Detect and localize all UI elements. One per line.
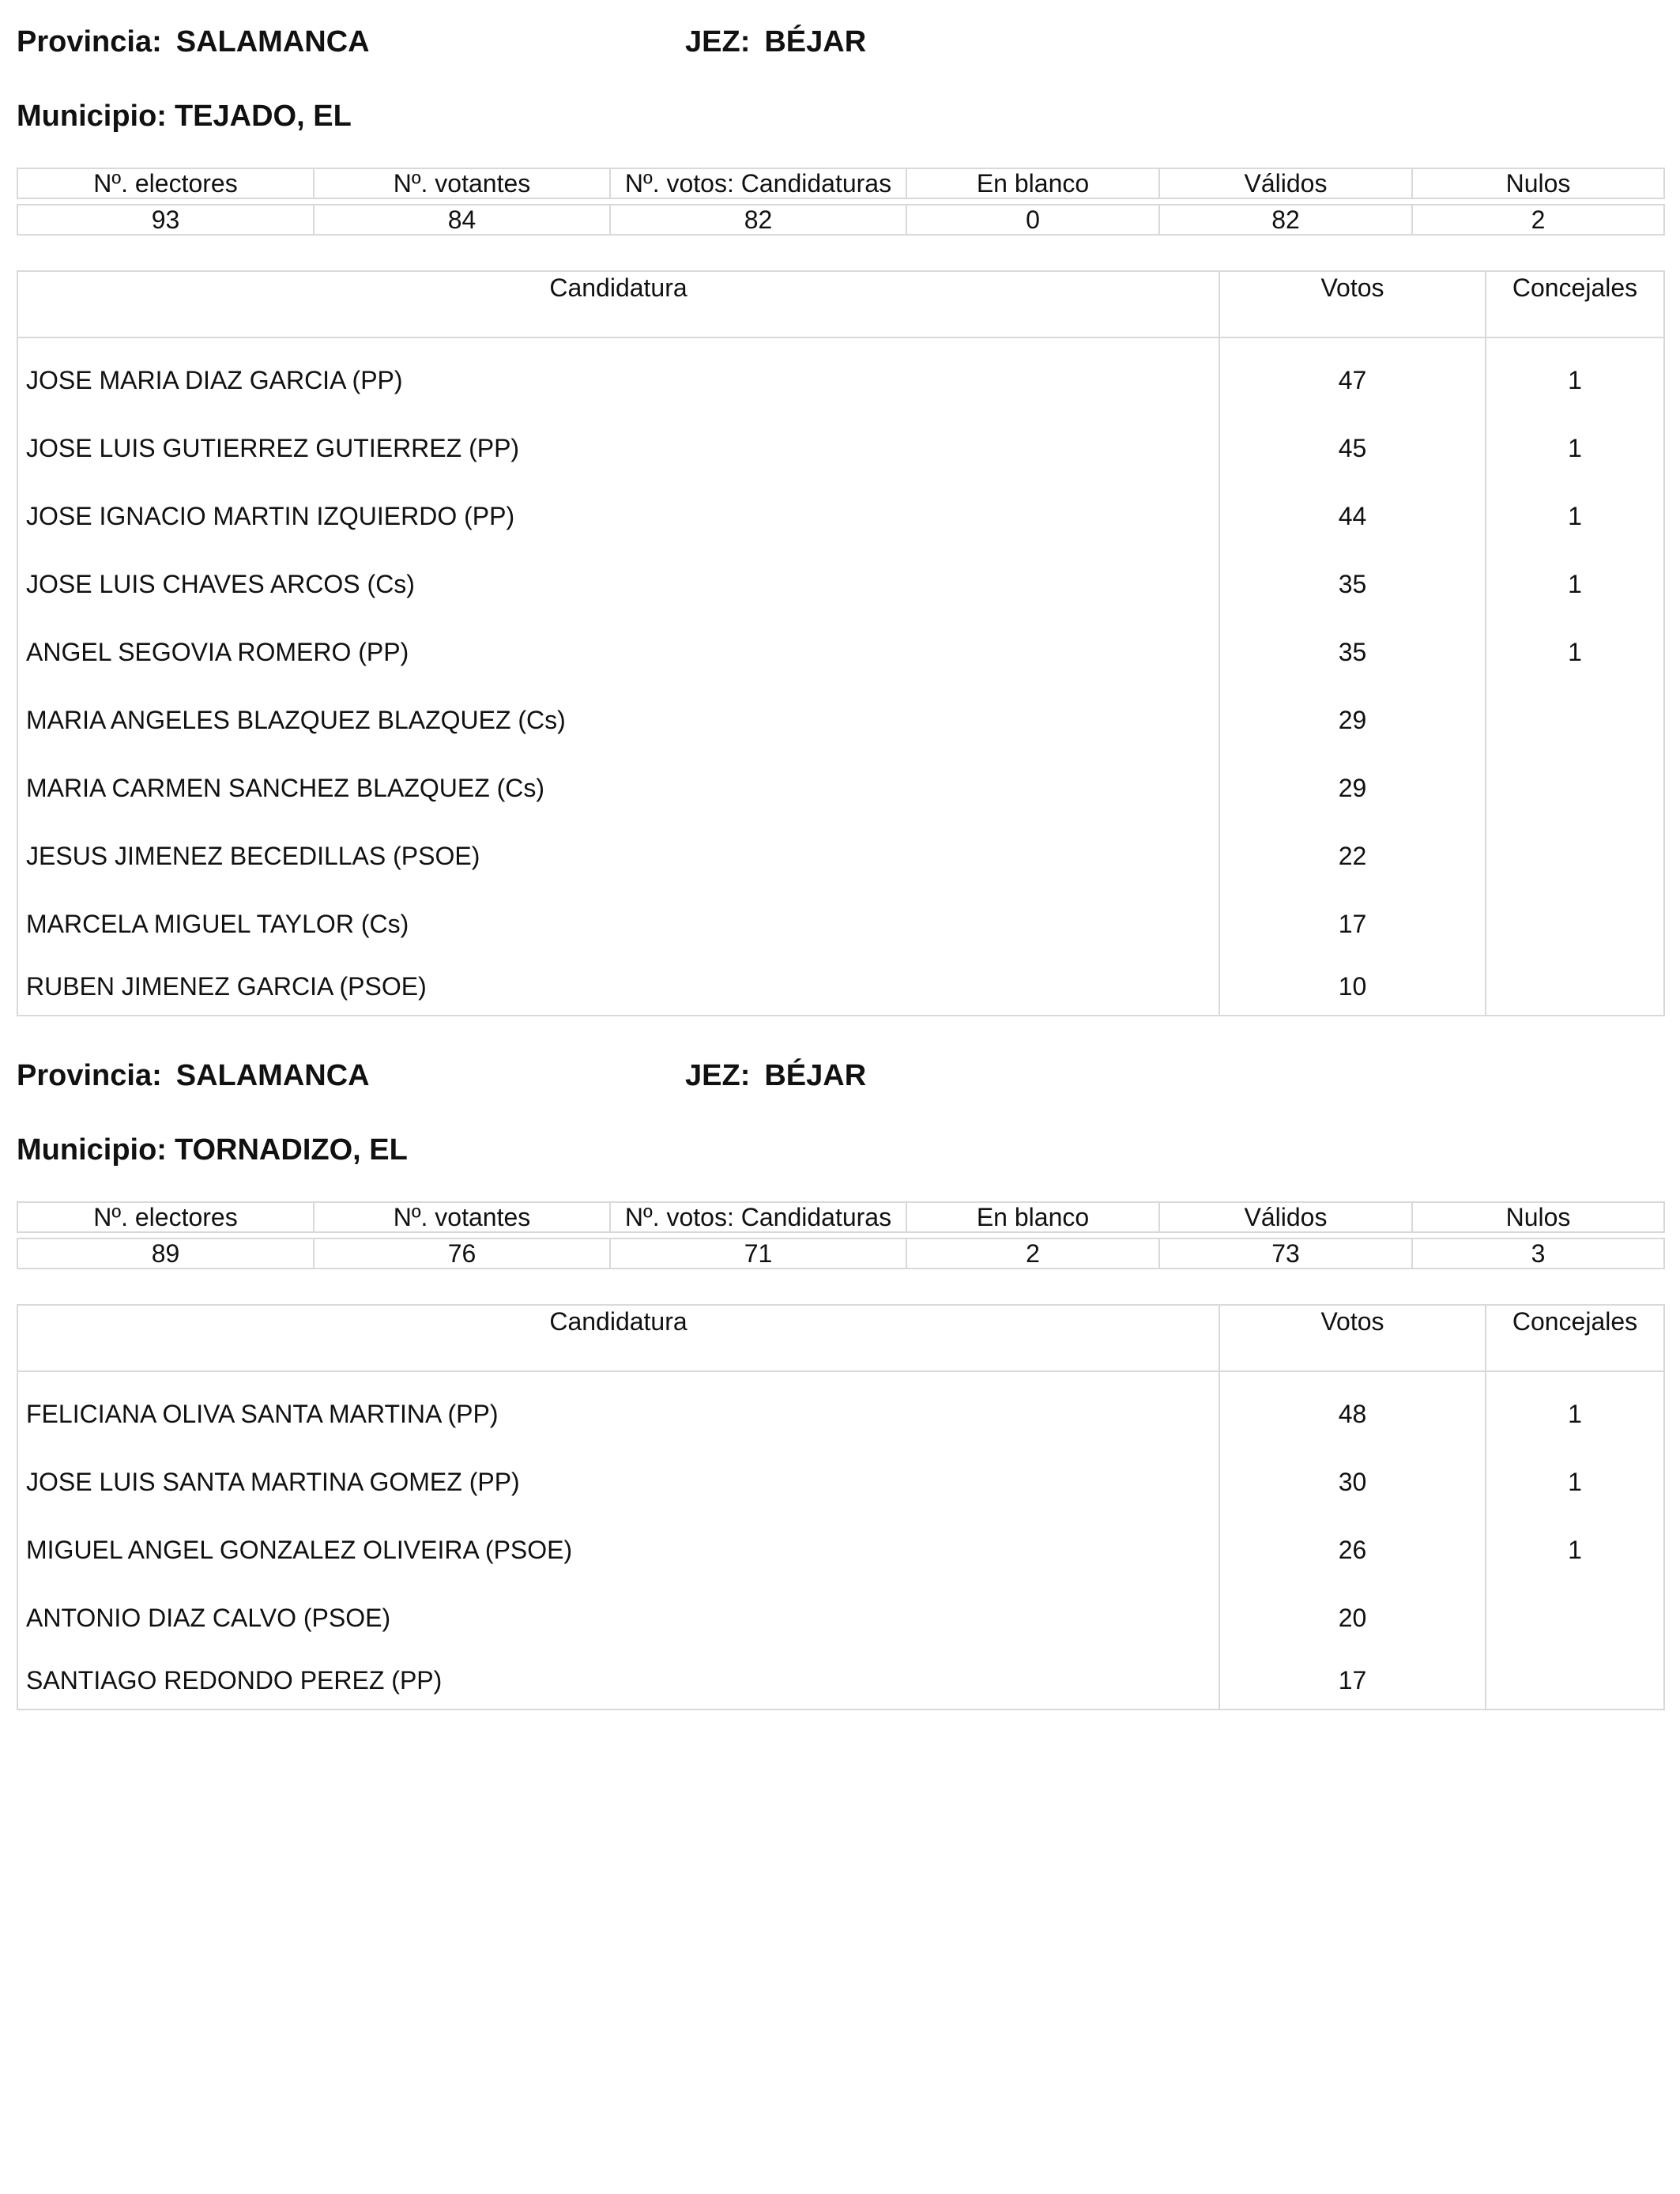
- stats-value-cell: 2: [1412, 205, 1664, 235]
- candidate-concejales: [1486, 1652, 1664, 1710]
- candidate-concejales: 1: [1486, 1516, 1664, 1584]
- candidate-row: [17, 618, 1664, 686]
- stats-value-cell: 89: [17, 1238, 314, 1269]
- stats-table: [17, 1201, 1665, 1269]
- header-votos: Votos: [1219, 1305, 1486, 1371]
- stats-value-row: [17, 1238, 1664, 1269]
- stats-value-cell: 82: [1159, 205, 1412, 235]
- stats-header-cell: Válidos: [1159, 1202, 1412, 1232]
- stats-header-cell: Nº. votantes: [314, 168, 610, 198]
- candidate-row: [17, 1584, 1664, 1652]
- candidate-concejales: 1: [1486, 618, 1664, 686]
- stats-header-cell: En blanco: [906, 1202, 1159, 1232]
- stats-value-cell: 82: [610, 205, 906, 235]
- candidate-votos: 44: [1219, 482, 1486, 550]
- candidate-concejales: [1486, 890, 1664, 958]
- candidate-row: [17, 1652, 1664, 1710]
- provincia-value: SALAMANCA: [175, 25, 370, 58]
- stats-value-cell: 76: [314, 1238, 610, 1269]
- stats-header-cell: Nº. votos: Candidaturas: [610, 168, 906, 198]
- candidate-votos: 29: [1219, 754, 1486, 822]
- provincia-line: [17, 24, 370, 60]
- candidates-table: [17, 270, 1665, 1016]
- stats-value-cell: 71: [610, 1238, 906, 1269]
- candidate-concejales: [1486, 686, 1664, 754]
- stats-value-cell: 3: [1412, 1238, 1664, 1269]
- header-votos: Votos: [1219, 271, 1486, 337]
- candidate-concejales: 1: [1486, 1448, 1664, 1516]
- stats-header-row: [17, 168, 1664, 198]
- jez-label: JEZ:: [685, 25, 751, 58]
- candidate-concejales: 1: [1486, 1371, 1664, 1448]
- candidate-concejales: 1: [1486, 337, 1664, 414]
- stats-header-cell: Nº. votos: Candidaturas: [610, 1202, 906, 1232]
- stats-header-cell: Válidos: [1159, 168, 1412, 198]
- header-concejales: Concejales: [1486, 1305, 1664, 1371]
- municipio-value: TEJADO, EL: [174, 100, 352, 133]
- election-block: [17, 0, 1663, 1024]
- candidate-name: ANTONIO DIAZ CALVO (PSOE): [17, 1584, 1219, 1652]
- candidate-name: FELICIANA OLIVA SANTA MARTINA (PP): [17, 1371, 1219, 1448]
- candidate-votos: 26: [1219, 1516, 1486, 1584]
- candidates-table: [17, 1304, 1665, 1710]
- stats-header-cell: Nulos: [1412, 168, 1664, 198]
- candidate-row: [17, 482, 1664, 550]
- candidate-row: [17, 1371, 1664, 1448]
- candidate-row: [17, 1516, 1664, 1584]
- candidate-row: [17, 1448, 1664, 1516]
- candidate-row: [17, 550, 1664, 618]
- candidate-votos: 30: [1219, 1448, 1486, 1516]
- stats-value-cell: 93: [17, 205, 314, 235]
- candidate-concejales: 1: [1486, 550, 1664, 618]
- candidate-row: [17, 414, 1664, 482]
- stats-header-row: [17, 1202, 1664, 1232]
- candidates-header-row: [17, 271, 1664, 337]
- stats-value-row: [17, 205, 1664, 235]
- candidate-row: [17, 337, 1664, 414]
- candidate-concejales: 1: [1486, 414, 1664, 482]
- header-candidatura: Candidatura: [17, 271, 1219, 337]
- candidate-name: JOSE LUIS CHAVES ARCOS (Cs): [17, 550, 1219, 618]
- candidate-name: MARIA ANGELES BLAZQUEZ BLAZQUEZ (Cs): [17, 686, 1219, 754]
- jez-line: [685, 1057, 866, 1094]
- candidate-votos: 22: [1219, 822, 1486, 890]
- stats-table: [17, 168, 1665, 236]
- candidate-name: MIGUEL ANGEL GONZALEZ OLIVEIRA (PSOE): [17, 1516, 1219, 1584]
- stats-value-cell: 2: [906, 1238, 1159, 1269]
- candidate-row: [17, 822, 1664, 890]
- candidate-votos: 17: [1219, 1652, 1486, 1710]
- municipio-value: TORNADIZO, EL: [174, 1133, 408, 1167]
- candidates-header-row: [17, 1305, 1664, 1371]
- stats-value-cell: 0: [906, 205, 1159, 235]
- election-block: [17, 1034, 1663, 1718]
- stats-value-cell: 73: [1159, 1238, 1412, 1269]
- stats-header-cell: Nº. electores: [17, 168, 314, 198]
- jez-label: JEZ:: [685, 1059, 751, 1092]
- candidate-name: SANTIAGO REDONDO PEREZ (PP): [17, 1652, 1219, 1710]
- candidate-concejales: 1: [1486, 482, 1664, 550]
- stats-value-cell: 84: [314, 205, 610, 235]
- candidate-row: [17, 890, 1664, 958]
- candidate-votos: 35: [1219, 550, 1486, 618]
- candidate-votos: 17: [1219, 890, 1486, 958]
- municipio-label: Municipio:: [17, 1133, 167, 1167]
- candidate-votos: 48: [1219, 1371, 1486, 1448]
- candidate-concejales: [1486, 1584, 1664, 1652]
- candidate-row: [17, 958, 1664, 1016]
- candidate-votos: 35: [1219, 618, 1486, 686]
- provincia-label: Provincia:: [17, 1059, 162, 1092]
- candidate-name: JOSE IGNACIO MARTIN IZQUIERDO (PP): [17, 482, 1219, 550]
- stats-header-cell: En blanco: [906, 168, 1159, 198]
- candidate-row: [17, 686, 1664, 754]
- jez-value: BÉJAR: [764, 1059, 867, 1092]
- candidate-votos: 20: [1219, 1584, 1486, 1652]
- candidate-row: [17, 754, 1664, 822]
- candidate-name: MARCELA MIGUEL TAYLOR (Cs): [17, 890, 1219, 958]
- candidate-votos: 29: [1219, 686, 1486, 754]
- candidate-concejales: [1486, 958, 1664, 1016]
- candidate-votos: 47: [1219, 337, 1486, 414]
- municipio-label: Municipio:: [17, 100, 167, 133]
- municipio-line: [17, 1132, 408, 1168]
- stats-header-cell: Nº. votantes: [314, 1202, 610, 1232]
- candidate-name: RUBEN JIMENEZ GARCIA (PSOE): [17, 958, 1219, 1016]
- candidate-votos: 45: [1219, 414, 1486, 482]
- header-candidatura: Candidatura: [17, 1305, 1219, 1371]
- candidate-concejales: [1486, 754, 1664, 822]
- municipio-line: [17, 98, 352, 134]
- candidate-name: JOSE MARIA DIAZ GARCIA (PP): [17, 337, 1219, 414]
- provincia-line: [17, 1057, 370, 1094]
- candidate-name: ANGEL SEGOVIA ROMERO (PP): [17, 618, 1219, 686]
- stats-header-cell: Nº. electores: [17, 1202, 314, 1232]
- provincia-value: SALAMANCA: [175, 1059, 370, 1092]
- candidate-name: JOSE LUIS SANTA MARTINA GOMEZ (PP): [17, 1448, 1219, 1516]
- candidate-votos: 10: [1219, 958, 1486, 1016]
- provincia-label: Provincia:: [17, 25, 162, 58]
- candidate-concejales: [1486, 822, 1664, 890]
- candidate-name: JESUS JIMENEZ BECEDILLAS (PSOE): [17, 822, 1219, 890]
- candidate-name: JOSE LUIS GUTIERREZ GUTIERREZ (PP): [17, 414, 1219, 482]
- candidate-name: MARIA CARMEN SANCHEZ BLAZQUEZ (Cs): [17, 754, 1219, 822]
- header-concejales: Concejales: [1486, 271, 1664, 337]
- jez-line: [685, 24, 866, 60]
- stats-header-cell: Nulos: [1412, 1202, 1664, 1232]
- jez-value: BÉJAR: [764, 25, 867, 58]
